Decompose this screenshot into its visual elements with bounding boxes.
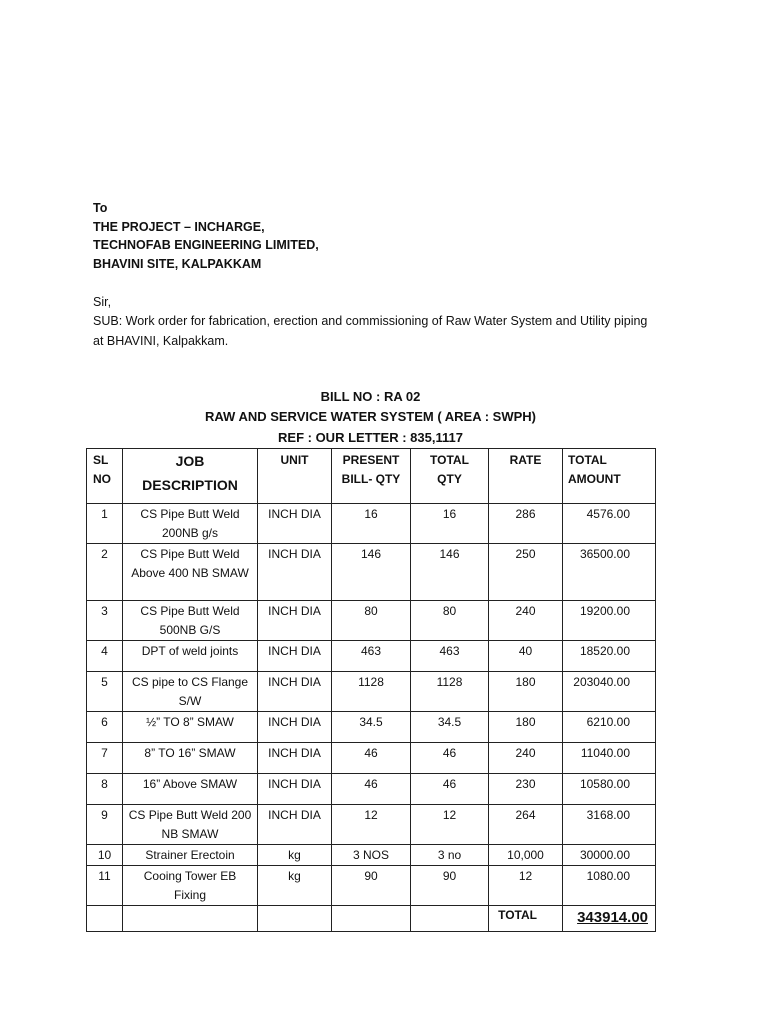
row-rate: 264 [489,805,563,845]
header-rate: RATE [489,449,563,504]
row-total-qty: 1128 [411,672,489,712]
row-total-qty: 80 [411,601,489,641]
row-present-qty: 90 [332,866,411,906]
table-row [87,672,656,712]
row-present-qty: 463 [332,641,411,672]
table-row [87,712,656,743]
row-amount: 6210.00 [563,712,656,743]
header-present-bill-qty: PRESENT BILL- QTY [332,449,411,504]
empty-cell [411,906,489,932]
grand-total: 343914.00 [563,906,656,932]
table-header-row [87,449,656,504]
total-row [87,906,656,932]
row-sl: 8 [87,774,123,805]
row-sl: 7 [87,743,123,774]
row-rate: 180 [489,672,563,712]
row-unit: INCH DIA [258,805,332,845]
address-line-3: BHAVINI SITE, KALPAKKAM [93,256,262,271]
row-rate: 240 [489,601,563,641]
table-row [87,845,656,866]
row-rate: 240 [489,743,563,774]
header-sl: SL NO [87,449,123,504]
row-amount: 203040.00 [563,672,656,712]
row-total-qty: 46 [411,743,489,774]
row-sl: 1 [87,504,123,544]
row-sl: 2 [87,544,123,601]
row-description: CS Pipe Butt Weld 200 NB SMAW [123,805,258,845]
row-present-qty: 46 [332,774,411,805]
table-row [87,866,656,906]
row-rate: 250 [489,544,563,601]
row-total-qty: 146 [411,544,489,601]
row-description: DPT of weld joints [123,641,258,672]
table-row [87,805,656,845]
row-rate: 40 [489,641,563,672]
row-description: 16” Above SMAW [123,774,258,805]
row-total-qty: 90 [411,866,489,906]
empty-cell [332,906,411,932]
header-job-description: JOB DESCRIPTION [123,449,258,504]
header-total-qty: TOTAL QTY [411,449,489,504]
row-description: ½” TO 8” SMAW [123,712,258,743]
row-total-qty: 34.5 [411,712,489,743]
recipient-address [93,199,319,273]
table-row [87,504,656,544]
row-present-qty: 146 [332,544,411,601]
row-unit: INCH DIA [258,544,332,601]
table-row [87,641,656,672]
row-sl: 6 [87,712,123,743]
row-description: Strainer Erectoin [123,845,258,866]
header-total-amount: TOTAL AMOUNT [563,449,656,504]
subject-line: SUB: Work order for fabrication, erection and commissioning of Raw Water System and Utility piping at BHAVINI, Kalpakkam. [93,314,648,348]
address-line-1: THE PROJECT – INCHARGE, [93,219,265,234]
row-description: 8” TO 16” SMAW [123,743,258,774]
table-row [87,774,656,805]
row-description: CS Pipe Butt Weld 500NB G/S [123,601,258,641]
row-unit: INCH DIA [258,504,332,544]
row-amount: 1080.00 [563,866,656,906]
row-rate: 12 [489,866,563,906]
row-amount: 3168.00 [563,805,656,845]
row-unit: INCH DIA [258,743,332,774]
row-description: CS pipe to CS Flange S/W [123,672,258,712]
row-present-qty: 16 [332,504,411,544]
table-row [87,743,656,774]
row-rate: 180 [489,712,563,743]
row-amount: 4576.00 [563,504,656,544]
row-total-qty: 46 [411,774,489,805]
row-rate: 10,000 [489,845,563,866]
row-sl: 5 [87,672,123,712]
row-unit: INCH DIA [258,774,332,805]
row-description: CS Pipe Butt Weld 200NB g/s [123,504,258,544]
row-amount: 30000.00 [563,845,656,866]
row-amount: 18520.00 [563,641,656,672]
total-label: TOTAL [489,906,563,932]
row-unit: INCH DIA [258,641,332,672]
row-unit: INCH DIA [258,672,332,712]
bill-number: BILL NO : RA 02 [320,389,421,404]
row-present-qty: 80 [332,601,411,641]
empty-cell [123,906,258,932]
bill-reference: REF : OUR LETTER : 835,1117 [278,430,463,445]
row-unit: kg [258,866,332,906]
row-present-qty: 46 [332,743,411,774]
bill-table [86,448,656,932]
table-row [87,601,656,641]
row-present-qty: 1128 [332,672,411,712]
bill-title: RAW AND SERVICE WATER SYSTEM ( AREA : SWPH) [204,409,537,424]
empty-cell [87,906,123,932]
row-sl: 3 [87,601,123,641]
address-line-2: TECHNOFAB ENGINEERING LIMITED, [93,238,319,252]
row-total-qty: 463 [411,641,489,672]
row-total-qty: 3 no [411,845,489,866]
row-total-qty: 12 [411,805,489,845]
row-present-qty: 12 [332,805,411,845]
row-sl: 10 [87,845,123,866]
salutation: Sir, [93,295,112,309]
row-rate: 286 [489,504,563,544]
row-unit: kg [258,845,332,866]
table-row [87,544,656,601]
row-present-qty: 34.5 [332,712,411,743]
row-description: CS Pipe Butt Weld Above 400 NB SMAW [123,544,258,601]
row-sl: 11 [87,866,123,906]
row-amount: 10580.00 [563,774,656,805]
row-amount: 19200.00 [563,601,656,641]
empty-cell [258,906,332,932]
row-total-qty: 16 [411,504,489,544]
row-rate: 230 [489,774,563,805]
address-to: To [93,201,108,215]
row-amount: 11040.00 [563,743,656,774]
row-sl: 4 [87,641,123,672]
row-unit: INCH DIA [258,712,332,743]
row-description: Cooing Tower EB Fixing [123,866,258,906]
header-unit: UNIT [258,449,332,504]
row-present-qty: 3 NOS [332,845,411,866]
row-amount: 36500.00 [563,544,656,601]
row-unit: INCH DIA [258,601,332,641]
row-sl: 9 [87,805,123,845]
